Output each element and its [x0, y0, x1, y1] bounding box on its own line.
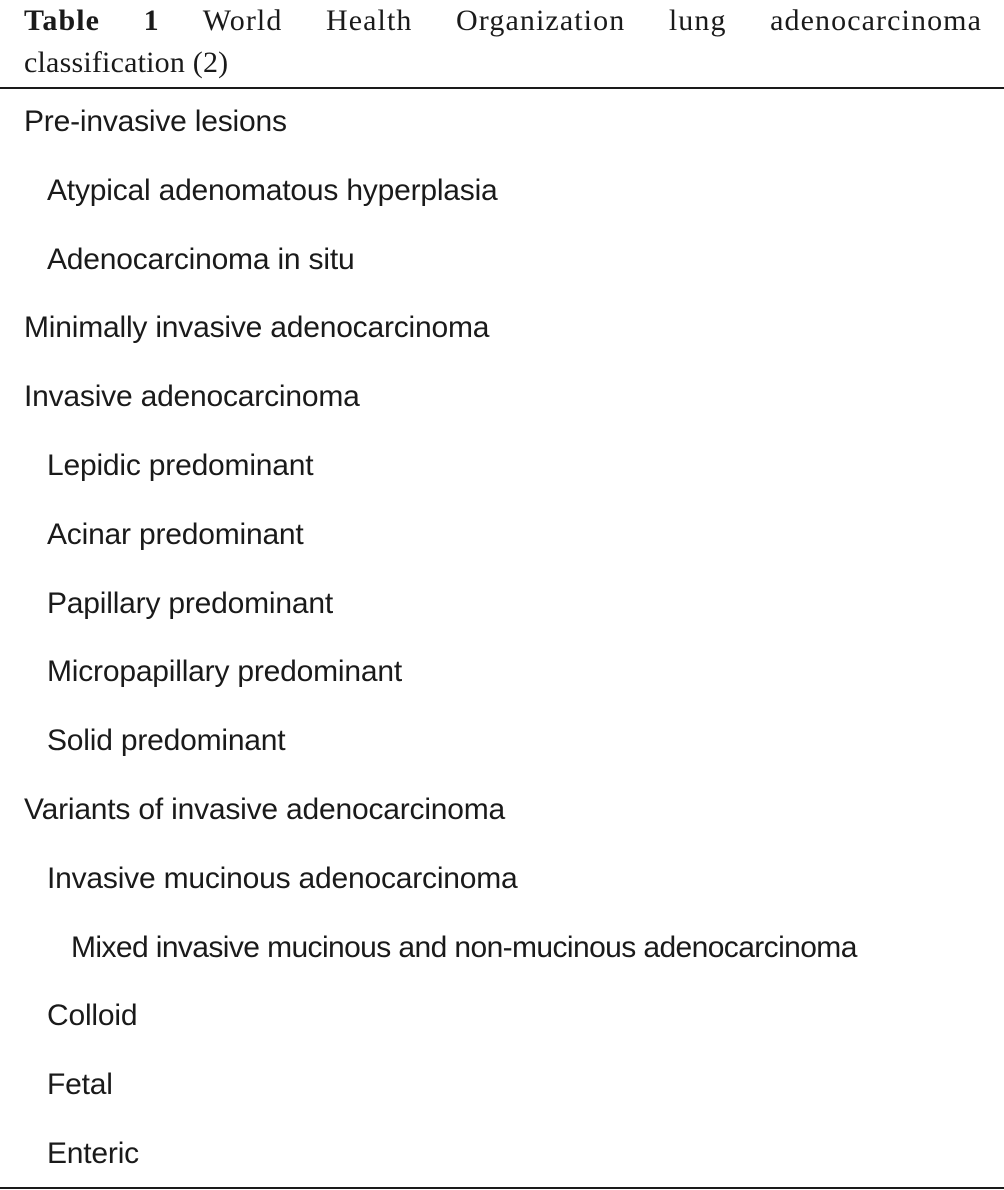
- row-label: Micropapillary predominant: [47, 655, 402, 689]
- table-row: [0, 363, 1004, 432]
- row-label: Variants of invasive adenocarcinoma: [24, 792, 506, 826]
- row-label: Enteric: [47, 1136, 139, 1170]
- table-row: [0, 776, 1004, 845]
- row-label: Atypical adenomatous hyperplasia: [47, 173, 498, 207]
- table-row: [0, 570, 1004, 639]
- table-row: [0, 845, 1004, 914]
- caption-line-1: [24, 0, 982, 42]
- table-bottom-rule: [0, 1187, 1004, 1189]
- table-row: [0, 638, 1004, 707]
- table-row: [0, 226, 1004, 295]
- row-label: Lepidic predominant: [47, 448, 314, 482]
- table-row: [0, 982, 1004, 1051]
- row-label: Invasive mucinous adenocarcinoma: [47, 861, 518, 895]
- row-label: Fetal: [47, 1068, 113, 1102]
- table-row: [0, 707, 1004, 776]
- table-caption: [24, 0, 982, 84]
- table-row: [0, 294, 1004, 363]
- table-row: [0, 914, 1004, 983]
- row-label: Colloid: [47, 999, 138, 1033]
- table-row: [0, 157, 1004, 226]
- row-label: Minimally invasive adenocarcinoma: [24, 311, 490, 345]
- row-label: Invasive adenocarcinoma: [24, 380, 360, 414]
- table-row: [0, 501, 1004, 570]
- table-title-continuation: classification (2): [24, 46, 229, 79]
- table-row: [0, 88, 1004, 157]
- row-label: Acinar predominant: [47, 517, 304, 551]
- row-label: Mixed invasive mucinous and non-mucinous adenocarcinoma: [71, 930, 857, 964]
- table-row: [0, 1120, 1004, 1189]
- row-label: Solid predominant: [47, 724, 286, 758]
- table-row: [0, 1051, 1004, 1120]
- row-label: Pre-invasive lesions: [24, 105, 287, 138]
- row-label: Adenocarcinoma in situ: [47, 242, 355, 276]
- row-label: Papillary predominant: [47, 586, 333, 620]
- table-label: Table 1: [24, 4, 160, 37]
- table-row: [0, 432, 1004, 501]
- table-title: World Health Organization lung adenocarcinoma: [202, 4, 983, 37]
- classification-table: [0, 88, 1004, 1189]
